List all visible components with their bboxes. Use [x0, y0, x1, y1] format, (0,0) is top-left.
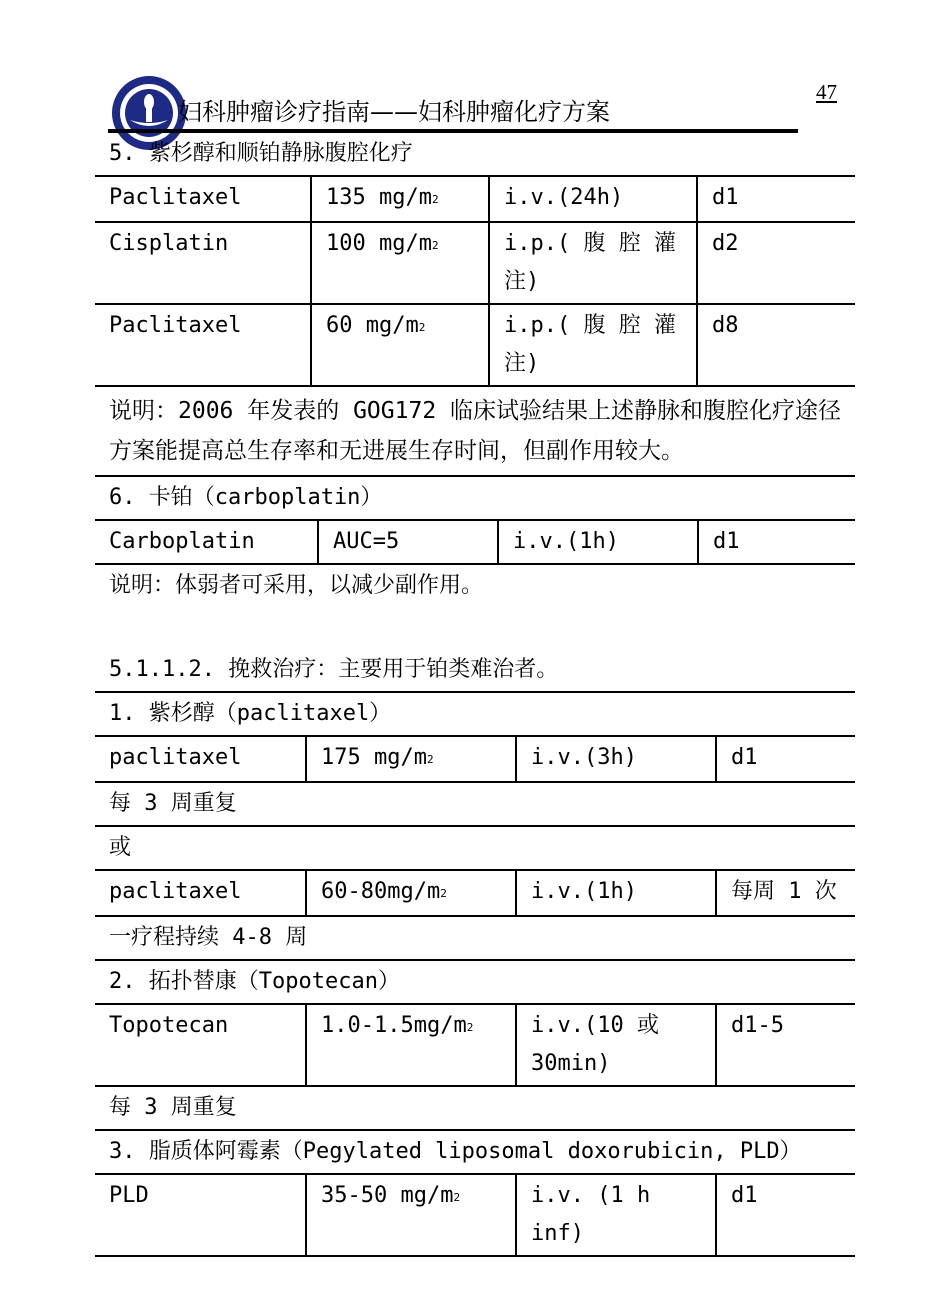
- dose-cell: 135 mg/m2: [312, 177, 490, 221]
- day-cell: d2: [712, 231, 739, 256]
- item-1-title: 1. 紫杉醇（paclitaxel）: [109, 701, 392, 726]
- table-row: [95, 1005, 855, 1087]
- section-5-note-row: [95, 387, 855, 477]
- drug-cell: Topotecan: [95, 1005, 307, 1085]
- spacer: [95, 607, 855, 649]
- dose-cell: 1.0-1.5mg/m2: [307, 1005, 517, 1085]
- table-row: [95, 223, 855, 305]
- item-2-title-row: [95, 961, 855, 1005]
- salvage-heading: 5.1.1.2. 挽救治疗：主要用于铂类难治者。: [109, 657, 559, 682]
- drug-cell: Paclitaxel: [95, 305, 312, 385]
- route-cell: i.p.( 腹 腔 灌 注): [490, 223, 698, 303]
- item-1-course-row: [95, 917, 855, 961]
- item-2-title: 2. 拓扑替康（Topotecan）: [109, 969, 400, 994]
- section-5-note: 说明：2006 年发表的 GOG172 临床试验结果上述静脉和腹腔化疗途径方案能提高总生存率和无进展生存时间，但副作用较大。: [109, 398, 842, 464]
- route-cell: i.v.(1h): [499, 521, 699, 563]
- salvage-heading-row: [95, 649, 855, 693]
- dose-cell: AUC=5: [319, 521, 499, 563]
- item-2-repeat-row: [95, 1087, 855, 1131]
- item-1-or: 或: [109, 835, 132, 860]
- table-row: [95, 177, 855, 223]
- item-1-title-row: [95, 693, 855, 737]
- route-cell: i.v.(1h): [517, 871, 717, 915]
- drug-cell: Paclitaxel: [95, 177, 312, 221]
- drug-cell: paclitaxel: [95, 871, 307, 915]
- route-cell: i.v.(24h): [490, 177, 698, 221]
- section-5-title-row: [95, 133, 855, 177]
- regimen-document: [95, 133, 855, 1257]
- route-cell: i.v.(10 或 30min): [517, 1005, 717, 1085]
- drug-cell: Carboplatin: [95, 521, 319, 563]
- drug-cell: Cisplatin: [95, 223, 312, 303]
- dose-cell: 100 mg/m2: [312, 223, 490, 303]
- section-6-title: 6. 卡铂（carboplatin）: [109, 485, 383, 510]
- item-2-repeat: 每 3 周重复: [109, 1095, 237, 1120]
- route-cell: i.v. (1 h inf): [517, 1175, 717, 1255]
- day-cell: d1: [712, 185, 739, 210]
- item-3-title: 3. 脂质体阿霉素（Pegylated liposomal doxorubicin, PLD）: [109, 1139, 802, 1164]
- dose-cell: 175 mg/m2: [307, 737, 517, 781]
- header-title: 妇科肿瘤诊疗指南——妇科肿瘤化疗方案: [178, 98, 610, 126]
- table-row: [95, 305, 855, 387]
- item-1-repeat: 每 3 周重复: [109, 791, 237, 816]
- item-1-repeat-row: [95, 783, 855, 827]
- dose-cell: 60-80mg/m2: [307, 871, 517, 915]
- dose-cell: 60 mg/m2: [312, 305, 490, 385]
- page-number: 47: [816, 80, 837, 104]
- table-row: [95, 871, 855, 917]
- drug-cell: paclitaxel: [95, 737, 307, 781]
- table-row: [95, 737, 855, 783]
- day-cell: d8: [712, 313, 739, 338]
- route-cell: i.p.( 腹 腔 灌 注): [490, 305, 698, 385]
- route-cell: i.v.(3h): [517, 737, 717, 781]
- item-3-title-row: [95, 1131, 855, 1175]
- day-cell: d1: [731, 1183, 758, 1208]
- day-cell: d1: [731, 745, 758, 770]
- section-5-title: 5. 紫杉醇和顺铂静脉腹腔化疗: [109, 141, 413, 166]
- item-1-or-row: [95, 827, 855, 871]
- day-cell: d1: [713, 529, 740, 554]
- item-1-course: 一疗程持续 4-8 周: [109, 925, 308, 950]
- drug-cell: PLD: [95, 1175, 307, 1255]
- table-row: [95, 1175, 855, 1257]
- section-6-note: 说明：体弱者可采用，以减少副作用。: [109, 573, 484, 598]
- day-cell: d1-5: [731, 1013, 784, 1038]
- dose-cell: 35-50 mg/m2: [307, 1175, 517, 1255]
- day-cell: 每周 1 次: [731, 879, 837, 904]
- section-6-note-row: [95, 565, 855, 607]
- section-6-title-row: [95, 477, 855, 521]
- table-row: [95, 521, 855, 565]
